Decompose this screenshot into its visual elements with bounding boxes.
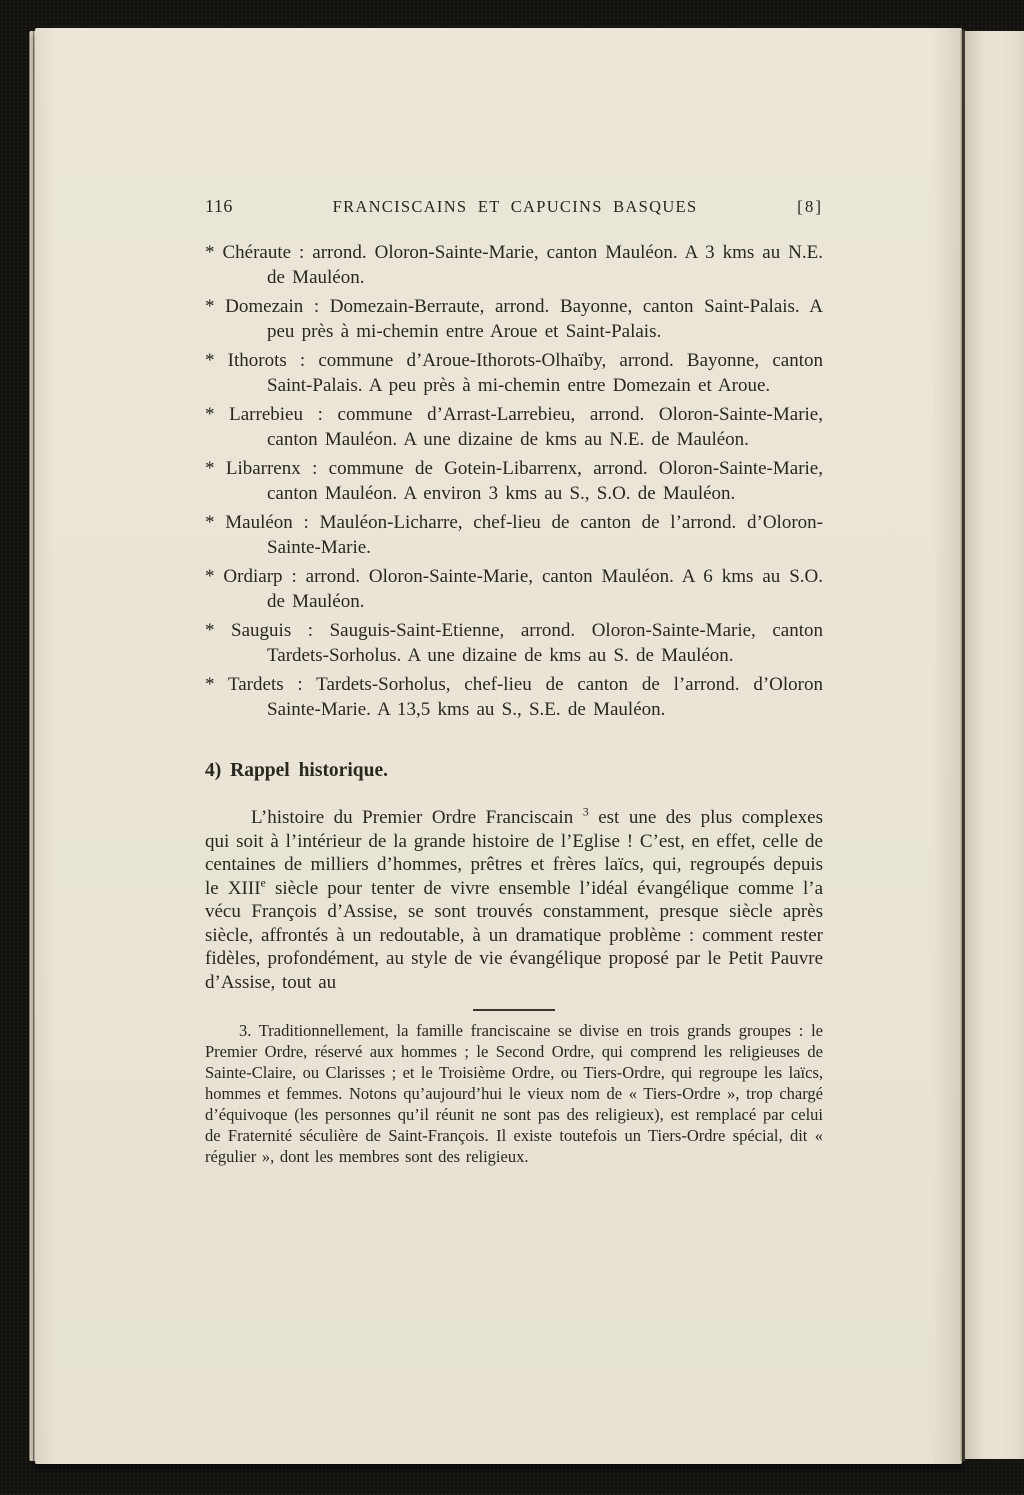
paragraph-text: siècle pour tenter de vivre ensemble l’idéal évangélique comme l’a vécu François d’Assise, se sont trouvés constamment, presque siècle après siècle, affrontés à un redoutable, à un dramatique problème : comment rester fidèles, profondément, au style de vie évangélique proposé par le Petit Pauvre d’Assise, tout au [205,877,824,993]
article-ref-number: [8] [797,197,823,216]
list-entry-larrebieu: * Larrebieu : commune d’Arrast-Larrebieu, arrond. Oloron-Sainte-Marie, canton Mauléon. A une dizaine de kms au N.E. de Mauléon. [205,404,823,450]
list-entry-cheraute: * Chéraute : arrond. Oloron-Sainte-Marie, canton Mauléon. A 3 kms au N.E. de Mauléon. [205,242,823,288]
place-list [205,240,823,722]
page-header [205,196,823,217]
list-entry-mauleon: * Mauléon : Mauléon-Licharre, chef-lieu de canton de l’arrond. d’Oloron-Sainte-Marie. [205,512,823,558]
body-paragraph [205,806,823,994]
list-entry-ithorots: * Ithorots : commune d’Aroue-Ithorots-Olhaïby, arrond. Bayonne, canton Saint-Palais. A peu près à mi-chemin entre Domezain et Aroue. [205,350,823,396]
running-title: FRANCISCAINS ET CAPUCINS BASQUES [332,197,698,216]
century-ordinal-suffix: e [260,875,266,890]
list-entry-ordiarp: * Ordiarp : arrond. Oloron-Sainte-Marie, canton Mauléon. A 6 kms au S.O. de Mauléon. [205,566,823,612]
paragraph-text: est une des plus complexes qui soit à l’intérieur de la grande histoire de l’Eglise ! C’est, en effet, celle de centaines de milliers d’hommes, prêtres et frères laïcs, qui, regroupés depuis le [205,807,824,899]
next-page-edge [965,31,1024,1459]
list-entry-tardets: * Tardets : Tardets-Sorholus, chef-lieu de canton de l’arrond. d’Oloron Sainte-Marie. A 13,5 kms au S., S.E. de Mauléon. [205,674,823,720]
book-page [35,28,962,1464]
paragraph-text: L’histoire du Premier Ordre Franciscain [251,807,574,828]
list-entry-sauguis: * Sauguis : Sauguis-Saint-Etienne, arrond. Oloron-Sainte-Marie, canton Tardets-Sorholus. A une dizaine de kms au S. de Mauléon. [205,620,823,666]
page-number: 116 [205,196,233,216]
page-content [205,196,823,1167]
footnote-separator [473,1009,555,1011]
section-heading: 4) Rappel historique. [205,760,388,781]
list-entry-libarrenx: * Libarrenx : commune de Gotein-Libarrenx, arrond. Oloron-Sainte-Marie, canton Mauléon. A environ 3 kms au S., S.O. de Mauléon. [205,458,823,504]
footnote-text: 3. Traditionnellement, la famille franciscaine se divise en trois grands groupes : le Premier Ordre, réservé aux hommes ; le Second Ordre, qui comprend les religieuses de Sainte-Claire, ou Clarisses ; et le Troisième Ordre, ou Tiers-Ordre, qui regroupe les laïcs, hommes et femmes. Notons qu’aujourd’hui le vieux nom de « Tiers-Ordre », trop chargé d’équivoque (les personnes qu’il réunit ne sont pas des religieux), est remplacé par celui de Fraternité séculière de Saint-François. Il existe toutefois un Tiers-Ordre spécial, dit « régulier », dont les membres sont des religieux. [205,1021,823,1166]
list-entry-domezain: * Domezain : Domezain-Berraute, arrond. Bayonne, canton Saint-Palais. A peu près à mi-chemin entre Aroue et Saint-Palais. [205,296,823,342]
footnote-reference: 3 [582,804,589,819]
century-numeral: XIII [227,877,261,899]
